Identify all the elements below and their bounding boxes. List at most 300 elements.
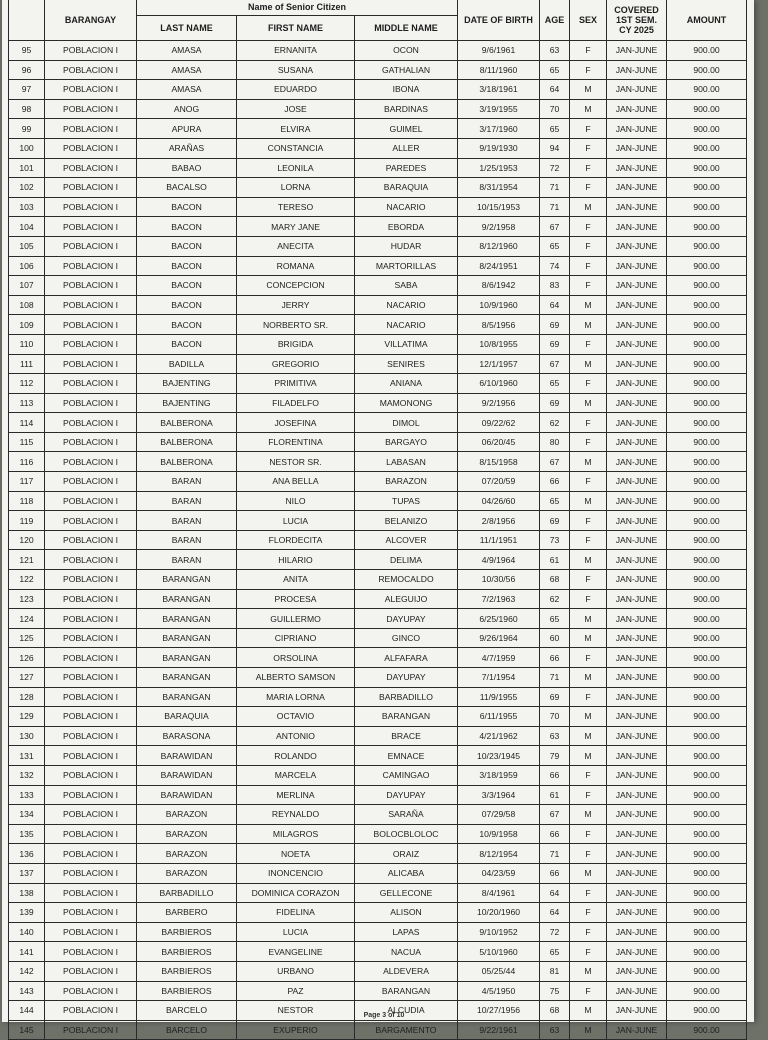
age-cell: 61 [540,550,570,570]
table-row [9,805,747,825]
last-name-cell: BARCELO [137,1001,237,1021]
age-cell: 63 [540,726,570,746]
amount-cell: 900.00 [667,726,747,746]
date-of-birth-cell: 10/9/1958 [458,824,540,844]
barangay-cell: POBLACION I [45,158,137,178]
table-row [9,472,747,492]
sex-cell: F [570,511,607,531]
sex-cell: F [570,981,607,1001]
date-of-birth-cell: 3/18/1959 [458,765,540,785]
amount-cell: 900.00 [667,530,747,550]
table-row [9,60,747,80]
age-cell: 60 [540,628,570,648]
amount-cell: 900.00 [667,354,747,374]
first-name-cell: CIPRIANO [237,628,355,648]
date-of-birth-cell: 5/10/1960 [458,942,540,962]
last-name-cell: BARAZON [137,844,237,864]
first-name-cell: SUSANA [237,60,355,80]
covered-period-cell: JAN-JUNE [607,1001,667,1021]
sex-cell: M [570,961,607,981]
barangay-cell: POBLACION I [45,609,137,629]
middle-name-cell: ORAIZ [355,844,458,864]
age-cell: 65 [540,491,570,511]
age-cell: 69 [540,687,570,707]
amount-cell: 900.00 [667,80,747,100]
first-name-cell: TERESO [237,197,355,217]
sex-cell: M [570,726,607,746]
age-cell: 73 [540,530,570,550]
age-cell: 67 [540,805,570,825]
amount-cell: 900.00 [667,295,747,315]
middle-name-cell: OCON [355,41,458,61]
last-name-cell: BARAN [137,550,237,570]
date-of-birth-cell: 8/5/1956 [458,315,540,335]
amount-cell: 900.00 [667,138,747,158]
covered-period-cell: JAN-JUNE [607,276,667,296]
middle-name-cell: HUDAR [355,236,458,256]
last-name-cell: AMASA [137,41,237,61]
row-number: 122 [9,570,45,590]
table-row [9,609,747,629]
age-cell: 72 [540,158,570,178]
last-name-cell: BARBIEROS [137,942,237,962]
age-cell: 62 [540,413,570,433]
row-number: 98 [9,99,45,119]
last-name-cell: BARBERO [137,903,237,923]
date-of-birth-cell: 9/19/1930 [458,138,540,158]
barangay-cell: POBLACION I [45,315,137,335]
sex-cell: M [570,746,607,766]
age-cell: 66 [540,648,570,668]
table-row [9,785,747,805]
sex-cell: M [570,863,607,883]
first-name-cell: NESTOR SR. [237,452,355,472]
covered-period-cell: JAN-JUNE [607,785,667,805]
barangay-cell: POBLACION I [45,491,137,511]
barangay-cell: POBLACION I [45,276,137,296]
barangay-cell: POBLACION I [45,942,137,962]
covered-period-cell: JAN-JUNE [607,472,667,492]
row-number: 131 [9,746,45,766]
table-row [9,707,747,727]
last-name-cell: BARAWIDAN [137,746,237,766]
amount-cell: 900.00 [667,628,747,648]
last-name-cell: BACON [137,315,237,335]
last-name-cell: BADILLA [137,354,237,374]
age-cell: 63 [540,41,570,61]
date-of-birth-cell: 6/25/1960 [458,609,540,629]
age-cell: 64 [540,903,570,923]
covered-period-cell: JAN-JUNE [607,236,667,256]
middle-name-cell: GUIMEL [355,119,458,139]
barangay-cell: POBLACION I [45,178,137,198]
covered-period-cell: JAN-JUNE [607,80,667,100]
covered-period-cell: JAN-JUNE [607,883,667,903]
date-of-birth-cell: 1/25/1953 [458,158,540,178]
middle-name-cell: BARAZON [355,472,458,492]
first-name-cell: ERNANITA [237,41,355,61]
first-name-cell: JOSE [237,99,355,119]
row-number: 134 [9,805,45,825]
first-name-cell: PRIMITIVA [237,374,355,394]
last-name-cell: BARAZON [137,824,237,844]
table-row [9,863,747,883]
age-cell: 65 [540,60,570,80]
sex-cell: M [570,354,607,374]
last-name-cell: BARAN [137,472,237,492]
last-name-cell: BARANGAN [137,628,237,648]
age-cell: 71 [540,844,570,864]
covered-period-cell: JAN-JUNE [607,824,667,844]
header-number [9,0,45,41]
amount-cell: 900.00 [667,981,747,1001]
table-row [9,197,747,217]
covered-period-cell: JAN-JUNE [607,942,667,962]
table-row [9,138,747,158]
date-of-birth-cell: 09/22/62 [458,413,540,433]
last-name-cell: BARAZON [137,863,237,883]
date-of-birth-cell: 05/25/44 [458,961,540,981]
covered-period-cell: JAN-JUNE [607,726,667,746]
middle-name-cell: TUPAS [355,491,458,511]
barangay-cell: POBLACION I [45,374,137,394]
sex-cell: M [570,295,607,315]
amount-cell: 900.00 [667,805,747,825]
middle-name-cell: DAYUPAY [355,785,458,805]
middle-name-cell: DIMOL [355,413,458,433]
barangay-cell: POBLACION I [45,883,137,903]
date-of-birth-cell: 8/12/1960 [458,236,540,256]
barangay-cell: POBLACION I [45,628,137,648]
first-name-cell: NILO [237,491,355,511]
covered-period-cell: JAN-JUNE [607,315,667,335]
table-row [9,80,747,100]
middle-name-cell: NACARIO [355,295,458,315]
age-cell: 66 [540,824,570,844]
barangay-cell: POBLACION I [45,765,137,785]
date-of-birth-cell: 11/1/1951 [458,530,540,550]
amount-cell: 900.00 [667,197,747,217]
date-of-birth-cell: 4/7/1959 [458,648,540,668]
table-row [9,961,747,981]
row-number: 125 [9,628,45,648]
covered-period-cell: JAN-JUNE [607,922,667,942]
amount-cell: 900.00 [667,1001,747,1021]
header-barangay: BARANGAY [45,0,137,41]
amount-cell: 900.00 [667,746,747,766]
table-row [9,922,747,942]
middle-name-cell: ALLER [355,138,458,158]
last-name-cell: BAJENTING [137,393,237,413]
middle-name-cell: NACARIO [355,315,458,335]
first-name-cell: ALBERTO SAMSON [237,668,355,688]
row-number: 141 [9,942,45,962]
last-name-cell: BARAZON [137,805,237,825]
table-row [9,981,747,1001]
first-name-cell: ANTONIO [237,726,355,746]
last-name-cell: BARANGAN [137,648,237,668]
row-number: 105 [9,236,45,256]
age-cell: 71 [540,197,570,217]
age-cell: 72 [540,922,570,942]
sex-cell: F [570,903,607,923]
barangay-cell: POBLACION I [45,981,137,1001]
middle-name-cell: VILLATIMA [355,334,458,354]
row-number: 100 [9,138,45,158]
table-row [9,158,747,178]
barangay-cell: POBLACION I [45,746,137,766]
age-cell: 80 [540,432,570,452]
table-row [9,354,747,374]
sex-cell: F [570,60,607,80]
first-name-cell: NOETA [237,844,355,864]
sex-cell: M [570,707,607,727]
date-of-birth-cell: 3/19/1955 [458,99,540,119]
amount-cell: 900.00 [667,236,747,256]
sex-cell: M [570,1001,607,1021]
covered-period-cell: JAN-JUNE [607,687,667,707]
first-name-cell: CONCEPCION [237,276,355,296]
table-row [9,41,747,61]
last-name-cell: BARBIEROS [137,981,237,1001]
barangay-cell: POBLACION I [45,511,137,531]
last-name-cell: BARCELO [137,1020,237,1040]
barangay-cell: POBLACION I [45,60,137,80]
row-number: 111 [9,354,45,374]
last-name-cell: BARAN [137,511,237,531]
barangay-cell: POBLACION I [45,413,137,433]
date-of-birth-cell: 4/5/1950 [458,981,540,1001]
row-number: 123 [9,589,45,609]
middle-name-cell: ANIANA [355,374,458,394]
date-of-birth-cell: 06/20/45 [458,432,540,452]
age-cell: 62 [540,589,570,609]
date-of-birth-cell: 9/26/1964 [458,628,540,648]
table-row [9,726,747,746]
sex-cell: F [570,432,607,452]
barangay-cell: POBLACION I [45,922,137,942]
amount-cell: 900.00 [667,570,747,590]
barangay-cell: POBLACION I [45,903,137,923]
first-name-cell: ROMANA [237,256,355,276]
barangay-cell: POBLACION I [45,119,137,139]
date-of-birth-cell: 07/29/58 [458,805,540,825]
date-of-birth-cell: 8/4/1961 [458,883,540,903]
sex-cell: M [570,99,607,119]
row-number: 140 [9,922,45,942]
table-row [9,413,747,433]
barangay-cell: POBLACION I [45,197,137,217]
middle-name-cell: ALCOVER [355,530,458,550]
amount-cell: 900.00 [667,432,747,452]
middle-name-cell: DAYUPAY [355,668,458,688]
covered-period-cell: JAN-JUNE [607,903,667,923]
barangay-cell: POBLACION I [45,570,137,590]
amount-cell: 900.00 [667,785,747,805]
age-cell: 66 [540,765,570,785]
row-number: 129 [9,707,45,727]
covered-period-cell: JAN-JUNE [607,432,667,452]
sex-cell: M [570,393,607,413]
table-row [9,315,747,335]
sex-cell: F [570,119,607,139]
first-name-cell: ELVIRA [237,119,355,139]
amount-cell: 900.00 [667,1020,747,1040]
first-name-cell: FILADELFO [237,393,355,413]
middle-name-cell: DELIMA [355,550,458,570]
date-of-birth-cell: 9/6/1961 [458,41,540,61]
age-cell: 66 [540,863,570,883]
row-number: 120 [9,530,45,550]
first-name-cell: INONCENCIO [237,863,355,883]
date-of-birth-cell: 10/9/1960 [458,295,540,315]
last-name-cell: BALBERONA [137,413,237,433]
first-name-cell: ANECITA [237,236,355,256]
amount-cell: 900.00 [667,707,747,727]
middle-name-cell: GATHALIAN [355,60,458,80]
age-cell: 64 [540,80,570,100]
covered-period-cell: JAN-JUNE [607,628,667,648]
amount-cell: 900.00 [667,393,747,413]
last-name-cell: BARAN [137,530,237,550]
middle-name-cell: SABA [355,276,458,296]
last-name-cell: BACON [137,295,237,315]
row-number: 116 [9,452,45,472]
age-cell: 71 [540,668,570,688]
date-of-birth-cell: 10/27/1956 [458,1001,540,1021]
barangay-cell: POBLACION I [45,589,137,609]
covered-period-cell: JAN-JUNE [607,668,667,688]
first-name-cell: FLORENTINA [237,432,355,452]
table-row [9,99,747,119]
covered-period-cell: JAN-JUNE [607,119,667,139]
first-name-cell: MARY JANE [237,217,355,237]
first-name-cell: MARCELA [237,765,355,785]
sex-cell: M [570,805,607,825]
first-name-cell: PROCESA [237,589,355,609]
barangay-cell: POBLACION I [45,236,137,256]
row-number: 113 [9,393,45,413]
date-of-birth-cell: 3/3/1964 [458,785,540,805]
sex-cell: M [570,197,607,217]
age-cell: 79 [540,746,570,766]
row-number: 142 [9,961,45,981]
barangay-cell: POBLACION I [45,41,137,61]
table-row [9,589,747,609]
table-body [9,41,747,1040]
sex-cell: M [570,491,607,511]
amount-cell: 900.00 [667,119,747,139]
first-name-cell: LORNA [237,178,355,198]
first-name-cell: FLORDECITA [237,530,355,550]
middle-name-cell: BARANGAN [355,707,458,727]
last-name-cell: AMASA [137,60,237,80]
first-name-cell: JERRY [237,295,355,315]
covered-period-cell: JAN-JUNE [607,550,667,570]
first-name-cell: ROLANDO [237,746,355,766]
amount-cell: 900.00 [667,315,747,335]
sex-cell: F [570,765,607,785]
middle-name-cell: SARAÑA [355,805,458,825]
date-of-birth-cell: 10/15/1953 [458,197,540,217]
barangay-cell: POBLACION I [45,785,137,805]
last-name-cell: BARBIEROS [137,922,237,942]
middle-name-cell: LAPAS [355,922,458,942]
date-of-birth-cell: 7/1/1954 [458,668,540,688]
last-name-cell: BARAN [137,491,237,511]
table-row [9,550,747,570]
age-cell: 94 [540,138,570,158]
barangay-cell: POBLACION I [45,550,137,570]
row-number: 115 [9,432,45,452]
covered-period-cell: JAN-JUNE [607,41,667,61]
barangay-cell: POBLACION I [45,1020,137,1040]
row-number: 103 [9,197,45,217]
row-number: 126 [9,648,45,668]
date-of-birth-cell: 8/24/1951 [458,256,540,276]
age-cell: 67 [540,217,570,237]
covered-period-cell: JAN-JUNE [607,60,667,80]
table-row [9,687,747,707]
age-cell: 67 [540,354,570,374]
last-name-cell: BARBADILLO [137,883,237,903]
date-of-birth-cell: 9/10/1952 [458,922,540,942]
table-row [9,374,747,394]
amount-cell: 900.00 [667,765,747,785]
table-row [9,236,747,256]
first-name-cell: ORSOLINA [237,648,355,668]
barangay-cell: POBLACION I [45,295,137,315]
table-row [9,746,747,766]
age-cell: 83 [540,276,570,296]
covered-period-cell: JAN-JUNE [607,746,667,766]
amount-cell: 900.00 [667,452,747,472]
amount-cell: 900.00 [667,844,747,864]
amount-cell: 900.00 [667,99,747,119]
amount-cell: 900.00 [667,158,747,178]
amount-cell: 900.00 [667,687,747,707]
last-name-cell: BARAQUIA [137,707,237,727]
amount-cell: 900.00 [667,589,747,609]
middle-name-cell: IBONA [355,80,458,100]
row-number: 137 [9,863,45,883]
covered-period-cell: JAN-JUNE [607,863,667,883]
covered-period-cell: JAN-JUNE [607,511,667,531]
age-cell: 63 [540,1020,570,1040]
age-cell: 65 [540,119,570,139]
table-row [9,668,747,688]
middle-name-cell: ALICABA [355,863,458,883]
first-name-cell: MARIA LORNA [237,687,355,707]
age-cell: 70 [540,707,570,727]
table-row [9,883,747,903]
last-name-cell: BACON [137,197,237,217]
barangay-cell: POBLACION I [45,1001,137,1021]
last-name-cell: BARANGAN [137,687,237,707]
table-row [9,432,747,452]
covered-period-cell: JAN-JUNE [607,178,667,198]
amount-cell: 900.00 [667,511,747,531]
age-cell: 64 [540,295,570,315]
sex-cell: F [570,589,607,609]
first-name-cell: ANA BELLA [237,472,355,492]
sex-cell: F [570,785,607,805]
row-number: 138 [9,883,45,903]
date-of-birth-cell: 8/12/1954 [458,844,540,864]
sex-cell: F [570,472,607,492]
covered-period-cell: JAN-JUNE [607,981,667,1001]
row-number: 121 [9,550,45,570]
